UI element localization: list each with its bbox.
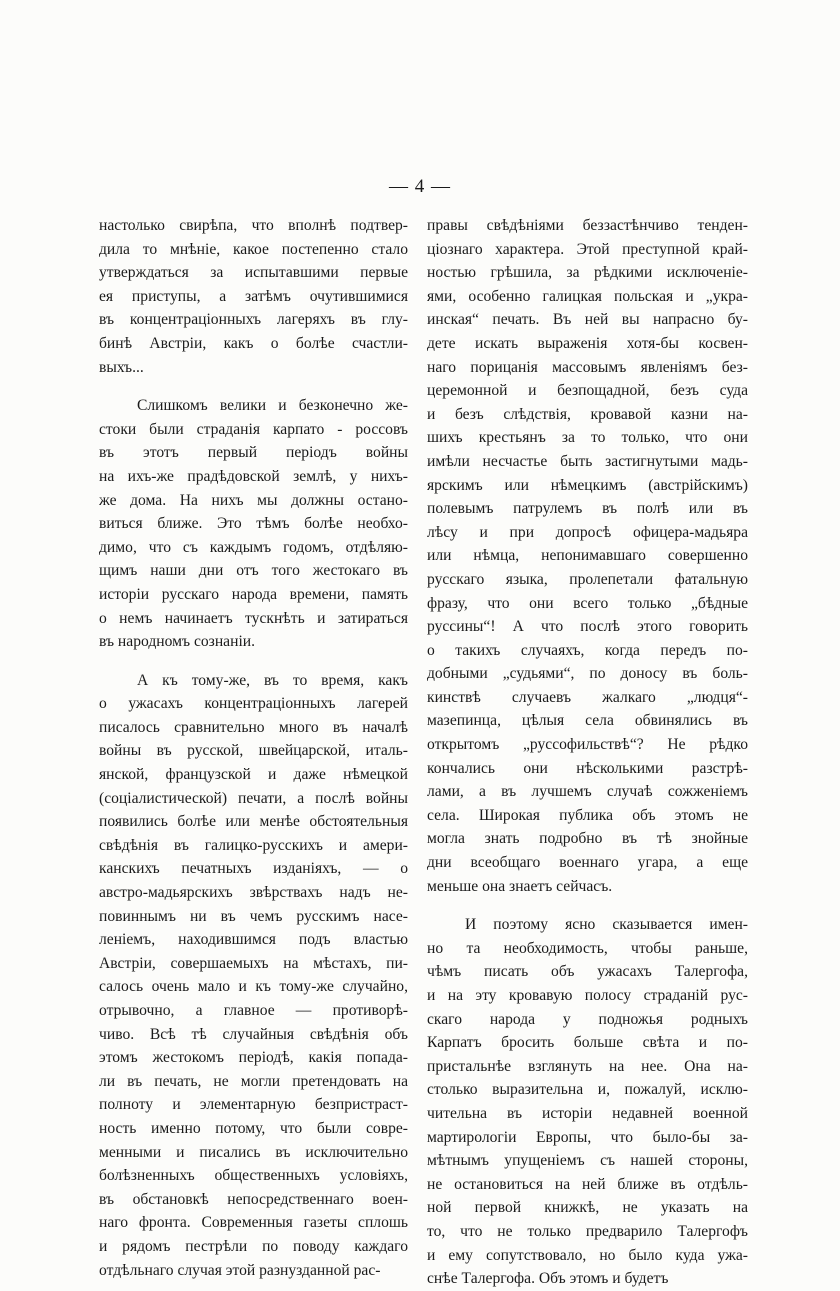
text-line: выхъ... — [99, 358, 144, 376]
text-line: И поэтому ясно сказывается имен- — [465, 916, 748, 934]
text-line: канскихъ печатныхъ изданіяхъ, — о — [99, 860, 408, 878]
text-line: писалось сравнительно много въ началѣ — [99, 718, 408, 736]
text-line: стоки были страданія карпато - россовъ — [99, 420, 408, 438]
text-line: австро-мадьярскихъ звѣрствахъ надъ не- — [99, 884, 408, 902]
text-line: о такихъ случаяхъ, когда передъ по- — [427, 641, 748, 659]
text-line: чительна въ исторіи недавней военной — [427, 1104, 748, 1122]
text-line: русскаго языка, пролепетали фатальную — [427, 570, 748, 588]
text-line: открытомъ „руссофильствѣ“? Не рѣдко — [427, 736, 748, 754]
text-line: дила то мнѣніе, какое постепенно стало — [99, 240, 408, 258]
text-line: но та необходимость, чтобы раньше, — [427, 939, 748, 957]
text-line: и рядомъ пестрѣли по поводу каждаго — [99, 1237, 408, 1255]
text-line: ностью грѣшила, за рѣдкими исключеніе- — [427, 264, 748, 282]
text-line: ярскимъ или нѣмецкимъ (австрійскимъ) — [427, 476, 748, 494]
text-line: янской, французской и даже нѣмецкой — [99, 766, 408, 784]
text-line: менными и писались въ исключительно — [99, 1143, 408, 1161]
text-line: повиннымъ ни въ чемъ русскимъ насе- — [99, 907, 408, 925]
text-line: пристальнѣе взглянуть на нее. Она на- — [427, 1057, 748, 1075]
text-line: (соціалистической) печати, а послѣ войны — [99, 789, 408, 807]
text-line: въ народномъ сознаніи. — [99, 633, 256, 651]
text-line: появились болѣе или менѣе обстоятельныя — [99, 813, 408, 831]
page-number: — 4 — — [389, 176, 451, 197]
text-line: ной первой книжкѣ, не указать на — [427, 1199, 748, 1217]
text-line: Слишкомъ велики и безконечно же- — [137, 397, 408, 415]
left-column — [99, 214, 408, 1282]
paragraph-gap — [99, 654, 408, 669]
text-line: ность именно потому, что были совре- — [99, 1119, 408, 1137]
text-line: утверждаться за испытавшими первые — [99, 264, 408, 282]
text-line: свѣдѣнія въ галицко-русскихъ и амери- — [99, 836, 408, 854]
text-line: лѣсу и при допросѣ офицера-мадьяра — [427, 523, 748, 541]
text-line: кинствѣ случаевъ жалкаго „людця“- — [427, 688, 748, 706]
text-line: мѣтнымъ упущеніемъ съ нашей стороны, — [427, 1152, 748, 1170]
text-line: мартирологіи Европы, что было-бы за- — [427, 1128, 748, 1146]
paragraph-gap — [427, 898, 748, 913]
text-line: фразу, что они всего только „бѣдные — [427, 594, 748, 612]
text-line: виться ближе. Это тѣмъ болѣе необхо- — [99, 515, 408, 533]
text-line: чѣмъ писать объ ужасахъ Талергофа, — [427, 963, 748, 981]
text-line: церемонной и безпощадной, безъ суда — [427, 382, 748, 400]
text-line: имѣли несчастье быть застигнутыми мадь- — [427, 452, 748, 470]
text-line: димо, что съ каждымъ годомъ, отдѣляю- — [99, 538, 408, 556]
text-line: въ обстановкѣ непосредственнаго воен- — [99, 1190, 408, 1208]
text-line: Австріи, совершаемыхъ на мѣстахъ, пи- — [99, 954, 408, 972]
left-column-paragraph — [99, 669, 408, 1282]
left-column-paragraph — [99, 214, 408, 379]
text-line: щимъ наши дни отъ того жестокаго въ — [99, 562, 408, 580]
text-line: болѣзненныхъ общественныхъ условіяхъ, — [99, 1167, 408, 1185]
text-line: инская“ печать. Въ ней вы напрасно бу- — [427, 311, 748, 329]
text-line: шихъ крестьянъ за то только, что они — [427, 429, 748, 447]
text-line: наго фронта. Современныя газеты сплошь — [99, 1214, 408, 1232]
text-line: и безъ слѣдствія, кровавой казни на- — [427, 405, 748, 423]
paragraph-gap — [99, 379, 408, 394]
text-line: ли въ печать, не могли претендовать на — [99, 1072, 408, 1090]
text-line: настолько свирѣпа, что вполнѣ подтвер- — [99, 217, 408, 234]
text-line: кончались они нѣсколькими разстрѣ- — [427, 759, 748, 777]
text-line: полноту и элементарную безпристраст- — [99, 1096, 408, 1114]
text-line: дете искать выраженія хотя-бы косвен- — [427, 334, 748, 352]
text-line: въ концентраціонныхъ лагеряхъ въ глу- — [99, 311, 408, 329]
text-line: правы свѣдѣніями беззастѣнчиво тенден- — [427, 217, 748, 234]
text-line: войны въ русской, швейцарской, италь- — [99, 742, 408, 760]
text-line: и ему сопутствовало, но было куда ужа- — [427, 1246, 748, 1264]
text-line: бинѣ Австріи, какъ о болѣе счастли- — [99, 334, 408, 352]
text-line: и на эту кровавую полосу страданій рус- — [427, 987, 748, 1004]
text-line: наго порицанія массовымъ явленіямъ без- — [427, 358, 748, 376]
text-line: столько выразительна и, пожалуй, исклю- — [427, 1081, 748, 1099]
left-column-paragraph — [99, 394, 408, 654]
text-line: добными „судьями“, по доносу въ боль- — [427, 665, 748, 683]
text-line: Карпатъ бросить больше свѣта и по- — [427, 1034, 748, 1052]
text-line: ея приступы, а затѣмъ очутившимися — [99, 287, 408, 305]
text-line: отдѣльнаго случая этой разнузданной рас- — [99, 1261, 381, 1279]
right-column-paragraph — [427, 913, 748, 1291]
text-line: А къ тому-же, въ то время, какъ — [137, 671, 408, 689]
text-line: меньше она знаетъ сейчасъ. — [427, 877, 613, 895]
text-line: скаго народа у подножья родныхъ — [427, 1010, 748, 1028]
text-line: этомъ жестокомъ періодѣ, какія попада- — [99, 1049, 408, 1067]
right-column-paragraph — [427, 214, 748, 898]
text-line: о немъ начинаетъ тускнѣть и затираться — [99, 609, 408, 627]
text-line: мазепинца, цѣлыя села обвинялись въ — [427, 712, 748, 730]
text-line: снѣе Талергофа. Объ этомъ и будетъ — [427, 1270, 669, 1288]
text-line: дни всеобщаго военнаго угара, а еще — [427, 854, 748, 872]
text-line: руссины“! А что послѣ этого говорить — [427, 618, 748, 636]
text-line: лами, а въ лучшемъ случаѣ сожженіемъ — [427, 783, 748, 801]
text-line: о ужасахъ концентраціонныхъ лагерей — [99, 695, 408, 713]
text-line: отрывочно, а главное — противорѣ- — [99, 1002, 408, 1019]
text-line: то, что не только предварило Талергофъ — [427, 1222, 748, 1240]
text-line: на ихъ-же прадѣдовской землѣ, у нихъ- — [99, 467, 408, 485]
text-line: исторіи русскаго народа времени, память — [99, 585, 408, 603]
text-line: не остановиться на ней ближе въ отдѣль- — [427, 1175, 748, 1193]
text-line: чиво. Всѣ тѣ случайныя свѣдѣнія объ — [99, 1025, 408, 1043]
text-line: салось очень мало и къ тому-же случайно, — [99, 978, 408, 996]
text-line: въ этотъ первый періодъ войны — [99, 444, 408, 462]
text-line: полевымъ патрулемъ въ полѣ или въ — [427, 500, 748, 518]
text-line: могла знать подробно въ тѣ знойные — [427, 830, 748, 848]
text-line: леніемъ, находившимся подъ властью — [99, 931, 408, 949]
text-line: села. Широкая публика объ этомъ не — [427, 806, 748, 824]
text-line: ціознаго характера. Этой преступной край- — [427, 240, 748, 258]
text-line: же дома. На нихъ мы должны остано- — [99, 491, 408, 509]
text-line: или нѣмца, непонимавшаго совершенно — [427, 547, 748, 565]
right-column — [427, 214, 748, 1291]
text-line: ями, особенно галицкая польская и „укра- — [427, 287, 748, 305]
